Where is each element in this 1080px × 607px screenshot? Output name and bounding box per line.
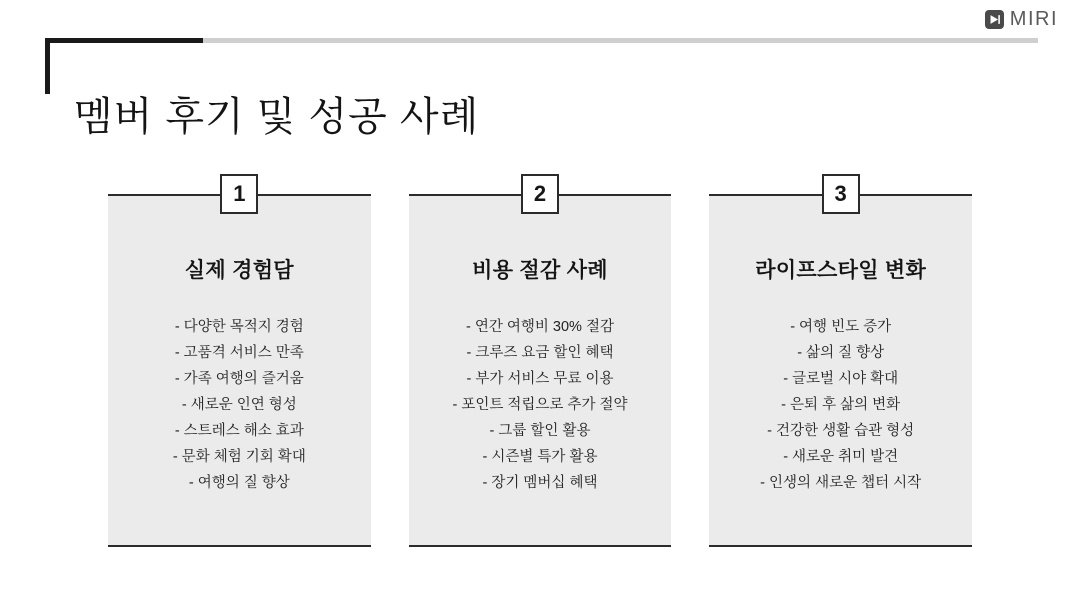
column-1-number: 1 xyxy=(220,174,258,214)
column-2-topline xyxy=(409,181,672,206)
page-title: 멤버 후기 및 성공 사례 xyxy=(74,94,480,139)
column-2-number: 2 xyxy=(521,174,559,214)
list-item: - 크루즈 요금 할인 혜택 xyxy=(466,345,614,361)
list-item: - 연간 여행비 30% 절감 xyxy=(465,319,614,335)
column-1-topline xyxy=(108,181,371,206)
column-3-body xyxy=(709,196,972,545)
list-item: - 포인트 적립으로 추가 절약 xyxy=(452,397,628,413)
list-item: - 다양한 목적지 경험 xyxy=(174,319,304,335)
column-2-bottomline xyxy=(409,545,672,547)
column-3-bottomline xyxy=(709,545,972,547)
brand-name: MIRI xyxy=(1009,8,1058,30)
list-item: - 글로벌 시야 확대 xyxy=(783,371,899,387)
column-1-list xyxy=(173,314,306,496)
list-item: - 스트레스 해소 효과 xyxy=(174,423,304,439)
column-2 xyxy=(409,181,672,547)
list-item: - 삶의 질 향상 xyxy=(797,345,885,361)
list-item: - 가족 여행의 즐거움 xyxy=(174,371,304,387)
list-item: - 인생의 새로운 챕터 시작 xyxy=(760,475,922,491)
list-item: - 여행 빈도 증가 xyxy=(790,319,892,335)
list-item: - 고품격 서비스 만족 xyxy=(174,345,304,361)
list-item: - 여행의 질 향상 xyxy=(188,475,290,491)
list-item: - 새로운 인연 형성 xyxy=(181,397,297,413)
list-item: - 장기 멤버십 혜택 xyxy=(482,475,598,491)
column-2-heading: 비용 절감 사례 xyxy=(472,259,608,282)
title-corner-bar xyxy=(45,38,50,94)
title-rule-light xyxy=(203,38,1038,43)
column-3-number: 3 xyxy=(822,174,860,214)
list-item: - 부가 서비스 무료 이용 xyxy=(466,371,614,387)
list-item: - 건강한 생활 습관 형성 xyxy=(767,423,915,439)
brand-logo xyxy=(985,8,1058,31)
list-item: - 은퇴 후 삶의 변화 xyxy=(781,397,901,413)
miri-play-mark-icon xyxy=(985,10,1004,29)
list-item: - 새로운 취미 발견 xyxy=(783,449,899,465)
column-3 xyxy=(709,181,972,547)
list-item: - 시즌별 특가 활용 xyxy=(482,449,598,465)
list-item: - 그룹 할인 활용 xyxy=(489,423,591,439)
column-3-list xyxy=(760,314,921,496)
column-1-bottomline xyxy=(108,545,371,547)
column-1-body xyxy=(108,196,371,545)
column-2-body xyxy=(409,196,672,545)
title-rule-dark xyxy=(45,38,203,43)
column-2-list xyxy=(452,314,627,496)
list-item: - 문화 체험 기회 확대 xyxy=(172,449,306,465)
column-1-heading: 실제 경험담 xyxy=(184,259,294,282)
column-3-topline xyxy=(709,181,972,206)
column-3-heading: 라이프스타일 변화 xyxy=(755,259,927,282)
content-columns xyxy=(108,181,972,547)
column-1 xyxy=(108,181,371,547)
